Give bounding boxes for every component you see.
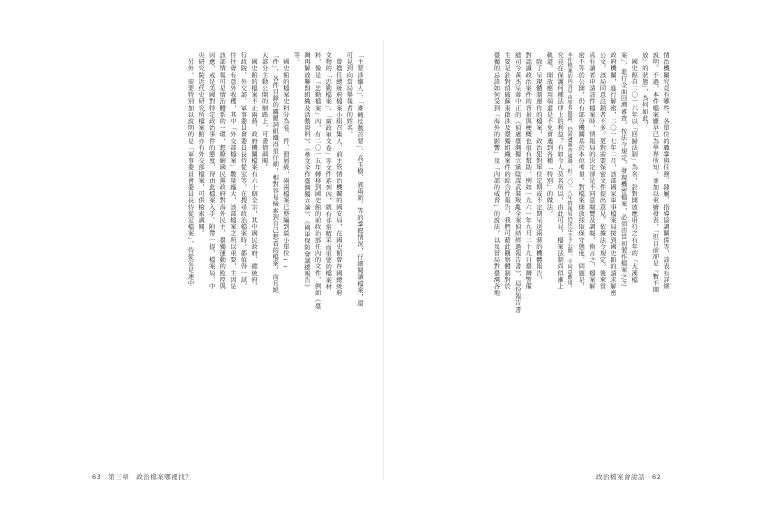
left-page-text-column: 往往會有意外收穫，其中「外交部檔案」數量龐大，該部檔案之所以重要，主因是 [228, 52, 236, 290]
right-page-text-column: 說明。不過，本件檔案雖早已為學界所知，並加以重繪發表，「但目前卻是『暫不開 [651, 52, 659, 294]
right-page-text-column: 案」，進行全面回溯審查，按法令規定，發現機密檔案，必須由當初製作檔案之之 [619, 52, 627, 287]
right-page-text-column: 真有讀者申請該件檔案時，情報局的決定卻是不同意閱覽及調閱，換言之，檔案解 [587, 52, 595, 290]
right-page-text-column: 對認識政治案件的背景與梗概也很有幫助，例如一九六一年九月二十九日臺灣警備 [524, 52, 532, 290]
right-page-text-column: 公文，該局同意註銷者不多，更對需要保密文件提出意見。依據法令規定，後來當 [598, 52, 606, 290]
left-page-text-column: 等。 [292, 52, 300, 66]
left-page-text-column: 大部分主動公開的網路上，可盡情調閱。 [260, 52, 268, 171]
right-page-text-column: 情治機關究竟有哪些、各單位的職掌與任務、隸屬、指導協調關係等，該表有詳細 [662, 52, 669, 290]
right-page-text-column: 除了呈現體制運作的檔案，政治犯對單位定期或不定期呈送兩蔣的機體報告， [534, 52, 542, 283]
right-page-text-column: 究竟在保護何種法律上的利益？有如令人莫名所以，由此可見，檔案法制尚似漸上 [556, 52, 564, 290]
right-page [420, 52, 670, 480]
left-page-text-column: 行政院、外交部、軍事委員會委員長侍從室等，在搜尋政治檔案時，都值得一試。 [239, 52, 247, 290]
left-page-text-column: 另外，需要特別加以說明的是「軍事委員會委員長侍從室檔案」，侍從室是連中 [186, 52, 194, 287]
left-page-text-column: 國史館的檔案不止兩蔣、政府機關檔案有六十個全宗，其中國民政府、總統府、 [250, 52, 258, 290]
left-page-text-column: 曾擔任總統府檔案小組召集人、前主管情治機關的國安局，在國史館曾存國總統府 [334, 52, 342, 297]
right-page-text-column: 密不等於公開，仍有部分機關基於本位考量，對檔案開放採取保守態度。問題是， [577, 52, 585, 290]
right-page-text-column: 臺獨的忌諱如何受到「海外的影響」及「內部的威脅」的說法，以及當局對臺灣各地 [492, 52, 500, 297]
left-page-text-column: 央研究院近代史研究所檔案館亦有外交部檔案，可供檢索調閱。 [197, 52, 205, 237]
left-page-text-column: 該部情報可是情治體系的一環，想瞭解國民黨政府對海外民主、臺獨運動的監控與 [218, 52, 226, 290]
left-page-text-column: 文物的「忠勤檔案」、「黨政軍文卷」等文件系列內，就有非常精采而重要的檔案材 [324, 52, 332, 290]
right-page-text-column: 總司令黃杰呈蔣中正的《偵處臺灣獨立黨陰謀武裝叛亂全案偵結經過報告書》，這份報告書 [513, 52, 521, 313]
left-page [150, 52, 364, 480]
left-page-text-column: 國史館的檔案史料分為卷、件、冊層級，兩兩檔案已整編到最小單位── [281, 52, 289, 272]
left-page-text-column: 料，像是「忠勤檔案」內，有二〇一五年轉移到國史館的前政治部任內的文件，例如《臺 [313, 52, 321, 310]
right-page-text-column: 本件檔案的內容早由學者披露，仍需遭審查通過，但二〇一八年情報局仍決定不予公開，不同意應用， [566, 52, 573, 291]
right-page-text-column: 國史館自二〇一六年以「回歸法制」為名，針對開放應用行之有年的「大溪檔 [630, 52, 638, 283]
right-page-text-column: 放』的狀態」，為何如此？ [640, 52, 648, 129]
right-page-footer: 政治檔案會說話 62 [596, 473, 662, 481]
right-page-text-column: 政府機關，進行解密，二〇一七年二月，該部國家軍事檔案局接到國史館的請求解密 [609, 52, 617, 297]
left-page-text-column: 可見到向當局舉報者的姓名。 [345, 52, 353, 138]
page-gutter [383, 40, 384, 480]
left-page-text-column: 因應，或是美國對特定政治事件的態度，得由此檔案入手。附帶一提，檔案局、中 [207, 52, 215, 290]
right-page-text-column: 軌道，開放應用端還是不免會遇到各種「特別」的做法。 [545, 52, 553, 217]
right-page-text-column: 主要是針對偵破蘇東啟涉及臺獨組織案件的綜合性報告，我們可藉此觀察體制對於 [503, 52, 511, 290]
left-page-text-column: 灣再解放聯盟組織及活動資料》、《參文全作臺灣獨立論》、《國軍保防會議總報告》 [303, 52, 311, 291]
left-page-text-column: 「件」，各件目錄的關鍵詞組織得很仔細，相對容易檢索到自己想看的檔案，而且絕 [271, 52, 279, 294]
left-page-footer: 63 第三章 政治檔案哪裡找？ [92, 473, 193, 481]
left-page-text-column: 「主要涉嫌人」、「審轉反動首要」、高玉樹、郭雨新、等的掌握情況，仔細閱讀檔案，還 [356, 52, 363, 307]
